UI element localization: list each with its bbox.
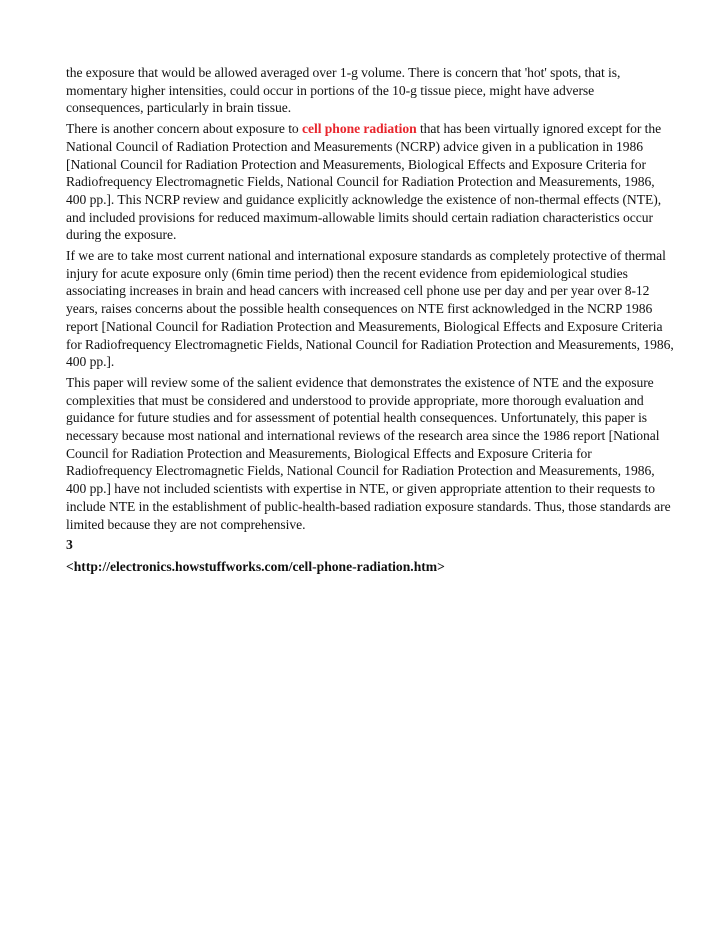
footnote-number: 3 xyxy=(66,537,73,553)
footnote-url-link[interactable]: <http://electronics.howstuffworks.com/cell-phone-radiation.htm> xyxy=(66,558,445,574)
paragraph-2-lead: There is another concern about exposure to xyxy=(66,121,303,137)
paragraph-3: If we are to take most current national and international exposure standards as completely protective of thermal injury for acute exposure only (6min time period) then the recent evidence from epidemiological studies associating increases in brain and head cancers with increased cell phone use per day and per year over 8-12 years, raises concerns about the possible health consequences on NTE first acknowledged in the NCRP 1986 report [National Council for Radiation Protection and Measurements, Biological Effects and Exposure Criteria for Radiofrequency Electromagnetic Fields, National Council for Radiation Protection and Measurements, 1986, 400 pp.]. xyxy=(66,248,674,370)
paragraph-2 xyxy=(66,120,674,244)
paragraph-1: the exposure that would be allowed averaged over 1-g volume. There is concern that 'hot' spots, that is, momentary higher intensities, could occur in portions of the 10-g tissue piece, might have adverse consequences, particularly in brain tissue. xyxy=(66,65,621,116)
paragraph-4: This paper will review some of the salient evidence that demonstrates the existence of NTE and the exposure complexities that must be considered and understood to provide appropriate, more thorough evaluation and guidance for future studies and for assessment of potential health consequences. Unfortunately, this paper is necessary because most national and international reviews of the research area since the 1986 report [National Council for Radiation Protection and Measurements, Biological Effects and Exposure Criteria for Radiofrequency Electromagnetic Fields, National Council for Radiation Protection and Measurements, 1986, 400 pp.] have not included scientists with expertise in NTE, or given appropriate attention to their requests to include NTE in the establishment of public-health-based radiation exposure standards. Thus, those standards are limited because they are not comprehensive. xyxy=(66,374,671,532)
cell-phone-radiation-link[interactable]: cell phone radiation xyxy=(302,121,417,137)
document-page xyxy=(66,64,674,576)
paragraph-2-rest: that has been virtually ignored except for the National Council of Radiation Protection and Measurements (NCRP) advice given in a publication in 1986 [National Council for Radiation Protection and Measurements, Biological Effects and Exposure Criteria for Radiofrequency Electromagnetic Fields, National Council for Radiation Protection and Measurements, 1986, 400 pp.]. This NCRP review and guidance explicitly acknowledge the existence of non-thermal effects (NTE), and included provisions for reduced maximum-allowable limits should certain radiation characteristics occur during the exposure. xyxy=(66,121,662,243)
